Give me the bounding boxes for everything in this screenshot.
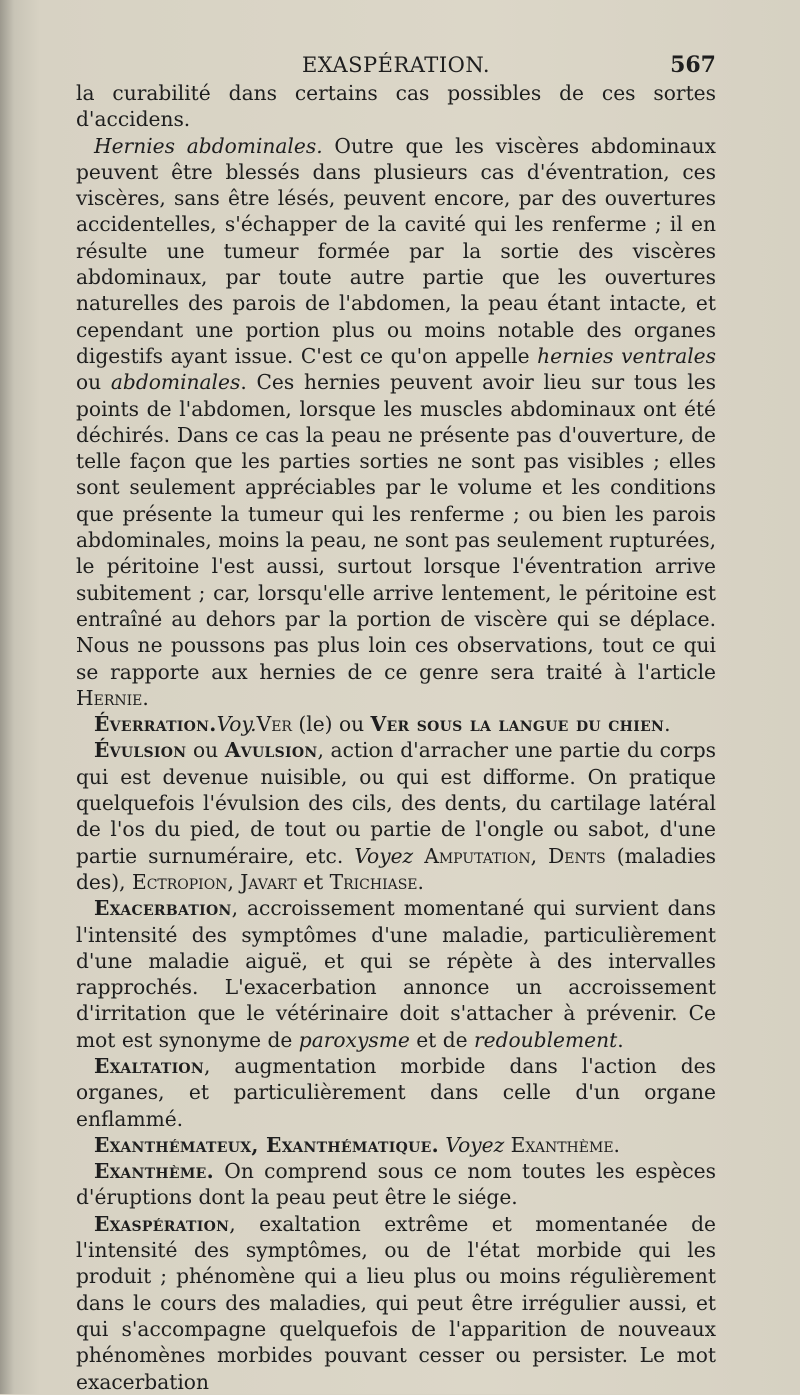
cross-reference: Ver: [256, 712, 292, 737]
entry-headword: Exanthème.: [94, 1159, 214, 1184]
entry-exacerbation: Exacerbation, accroissement momentané qui survient dans l'intensité des symptômes d'une maladie, particulièrement d'une maladie aiguë, et qui se répète à des intervalles rapprochés. L'exacerbation annonce un accroissement d'irritation que le vétérinaire doit s'attacher à prévenir. Ce mot est synonyme de paroxysme et de redoublement.: [76, 896, 716, 1052]
cross-reference: Amputation: [424, 843, 531, 868]
entry-evulsion: Évulsion ou Avulsion, action d'arracher une partie du corps qui est devenue nuisible, ou qui est difforme. On pratique quelquefois l'évulsion des cils, des dents, du cartilage latéral de l'os du pied, de tout ou partie de l'ongle ou sabot, d'une partie surnuméraire, etc. Voyez Amputation, Dents (maladies des), Ectropion, Javart et Trichiase.: [76, 738, 716, 894]
cross-reference: Exanthème: [510, 1132, 614, 1157]
entry-headword: Éverration.: [94, 712, 217, 737]
paragraph-continuation: la curabilité dans certains cas possibles de ces sortes d'accidens.: [76, 81, 716, 132]
entry-headword: Évulsion: [94, 738, 187, 763]
cross-reference: Trichiase: [329, 869, 418, 894]
page-header: [76, 50, 716, 80]
subheading: Hernies abdominales.: [94, 133, 323, 158]
cross-reference: Javart: [240, 869, 297, 894]
entry-headword: Exaltation: [94, 1053, 205, 1078]
cross-reference: Ver sous la langue du chien: [370, 712, 665, 737]
cross-reference: Ectropion: [131, 869, 228, 894]
entry-exasperation: Exaspération, exaltation extrême et momentanée de l'intensité des symptômes, ou de l'état morbide qui les produit ; phénomène qui a lieu plus ou moins régulièrement dans le cours des maladies, qui peut être irrégulier aussi, et qui s'accompagne quelquefois de l'apparition de nouveaux phénomènes morbides pouvant cesser ou persister. Le mot exacerbation: [76, 1211, 716, 1394]
entry-exanthemateux: Exanthémateux, Exanthématique. Voyez Exanthème.: [94, 1132, 620, 1157]
paragraph-hernies-abdominales: Hernies abdominales. Outre que les viscères abdominaux peuvent être blessés dans plusieurs cas d'éventration, ces viscères, sans être lésés, peuvent encore, par des ouvertures accidentelles, s'échapper de la cavité qui les renferme ; il en résulte une tumeur formée par la sortie des viscères abdominaux, par toute autre partie que les ouvertures naturelles des parois de l'abdomen, la peau étant intacte, et cependant une portion plus ou moins notable des organes digestifs ayant issue. C'est ce qu'on appelle hernies ventrales ou abdominales. Ces hernies peuvent avoir lieu sur tous les points de l'abdomen, lorsque les muscles abdominaux ont été déchirés. Dans ce cas la peau ne présente pas d'ouverture, de telle façon que les parties sorties ne sont pas visibles ; elles sont seulement appréciables par le volume et les conditions que présente la tumeur qui les renferme ; ou bien les parois abdominales, moins la peau, ne sont pas seulement rupturées, le péritoine l'est aussi, surtout lorsque l'éventration arrive subitement ; car, lorsqu'elle arrive lentement, le péritoine est entraîné au dehors par la portion de viscère qui se déplace. Nous ne poussons pas plus loin ces observations, tout ce qui se rapporte aux hernies de ce genre sera traité à l'article Hernie.: [76, 133, 716, 710]
entry-exaltation: Exaltation, augmentation morbide dans l'action des organes, et particulièrement dans celle d'un organe enflammé.: [76, 1053, 716, 1131]
page-number: 567: [670, 52, 716, 78]
entry-everration: Éverration.Voy.Ver (le) ou Ver sous la langue du chien.: [94, 712, 671, 737]
entry-headword: Exanthémateux, Exanthématique.: [94, 1132, 439, 1157]
entry-headword: Avulsion: [224, 738, 318, 763]
cross-reference: Hernie: [76, 685, 143, 710]
entry-headword: Exaspération: [94, 1211, 230, 1236]
entry-headword: Exacerbation: [94, 896, 232, 921]
cross-reference: Dents: [548, 843, 606, 868]
running-title: EXASPÉRATION.: [301, 53, 491, 77]
entry-exantheme: Exanthème. On comprend sous ce nom toutes les espèces d'éruptions dont la peau peut être le siége.: [76, 1159, 716, 1210]
page-body: [76, 80, 716, 1395]
